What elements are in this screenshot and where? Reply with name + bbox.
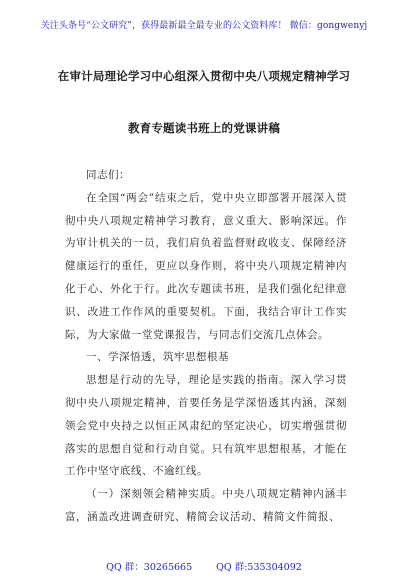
paragraph-subsection-1: （一）深刻领会精神实质。中央八项规定精神内涵丰富，涵盖改进调查研究、精简会议活动、精简文件简报、	[65, 488, 347, 523]
header-notice: 关注头条号“公文研究”，获得最新最全最专业的公文资料库！ 微信：gongwenyj	[40, 21, 368, 31]
document-title-line-1: 在审计局理论学习中心组深入贯彻中央八项规定精神学习	[57, 69, 351, 83]
section-heading-1: 一、学深悟透，筑牢思想根基	[86, 351, 229, 364]
document-title-line-2: 教育专题读书班上的党课讲稿	[127, 121, 281, 135]
footer-qq-group-1: QQ 群：30265665	[106, 562, 193, 573]
document-body	[65, 164, 347, 529]
paragraph-intro: 在全国“两会”结束之后，党中央立即部署开展深入贯彻中央八项规定精神学习教育，意义重大、影响深远。作为审计机关的一员，我们肩负着监督财政收支、保障经济健康运行的重任，更应以身作则，将中央八项规定精神内化于心、外化于行。此次专题读书班，是我们强化纪律意识、改进工作作风的重要契机。下面，我结合审计工作实际，为大家做一堂党课报告，与同志们交流几点体会。	[65, 191, 347, 341]
salutation: 同志们：	[86, 169, 130, 181]
footer-qq-group-2: QQ 群:535304092	[216, 562, 302, 573]
footer-contact	[0, 559, 408, 573]
paragraph-section-1: 思想是行动的先导，理论是实践的指南。深入学习贯彻中央八项规定精神，首要任务是学深悟透其内涵，深刻领会党中央持之以恒正风肃纪的坚定决心，切实增强贯彻落实的思想自觉和行动自觉。只有筑牢思想根基，才能在工作中坚守底线、不逾红线。	[65, 374, 347, 478]
